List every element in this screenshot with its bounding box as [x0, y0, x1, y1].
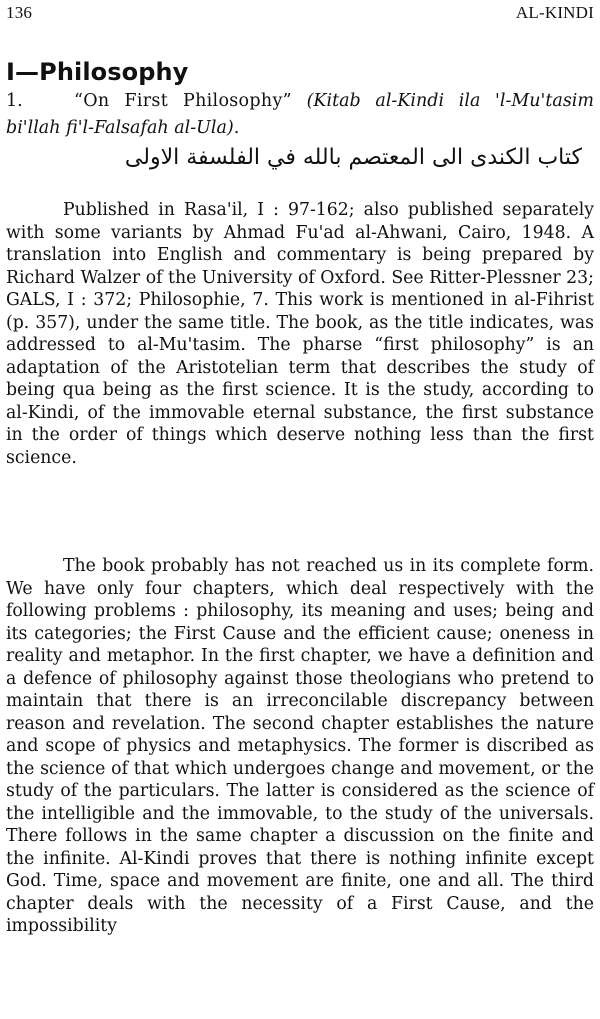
page-number: 136	[6, 3, 33, 22]
section-heading: I—Philosophy	[6, 58, 189, 86]
paragraph-publication: Published in Rasa'il, I : 97-162; also published separately with some variants by Ahmad Fu'ad al-Ahwani, Cairo, 1948. A translation into English and commentary is being prepared by Richard Walzer of the University of Oxford. See Ritter-Plessner 23; GALS, I : 372; Philosophie, 7. This work is mentioned in al-Fihrist (p. 357), under the same title. The book, as the title indicates, was addressed to al-Mu'tasim. The pharse “first philosophy” is an adaptation of the Aristotelian term that describes the study of being qua being as the first science. It is the study, according to al-Kindi, of the immovable eternal substance, the first substance in the order of things which deserve nothing less than the first science.	[6, 200, 594, 468]
running-head: AL-KINDI	[515, 3, 594, 22]
entry-title	[6, 88, 594, 142]
entry-english-title: “On First Philosophy”	[74, 91, 292, 111]
entry-number: 1.	[6, 91, 23, 111]
entry-transliterated-title: (Kitab al-Kindi ila 'l-Mu'tasim bi'llah fi'l-Falsafah al-Ula).	[6, 91, 594, 138]
arabic-title: كتاب الكندى الى المعتصم بالله في الفلسفة الاولى	[124, 145, 582, 170]
paragraph-contents: The book probably has not reached us in its complete form. We have only four chapters, which deal respectively with the following problems : philosophy, its meaning and uses; being and its categories; the First Cause and the efficient cause; oneness in reality and metaphor. In the first chapter, we have a definition and a defence of philosophy against those theologians who pretend to maintain that there is an irreconcilable discrepancy between reason and revelation. The second chapter establishes the nature and scope of physics and metaphysics. The former is discribed as the science of that which undergoes change and movement, or the study of the particulars. The latter is considered as the science of the intelligible and the immovable, to the study of the universals. There follows in the same chapter a discussion on the finite and the infinite. Al-Kindi proves that there is nothing infinite except God. Time, space and movement are finite, one and all. The third chapter deals with the necessity of a First Cause, and the impossibility	[6, 556, 594, 936]
page-header	[6, 3, 594, 25]
